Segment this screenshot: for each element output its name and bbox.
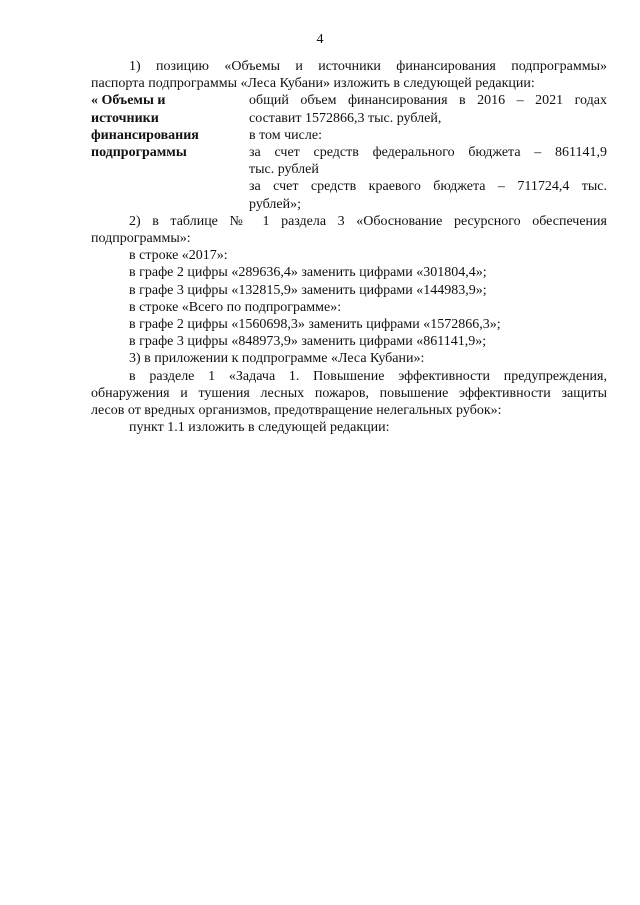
passport-value-line: рублей»; <box>249 196 301 212</box>
section-2-item: в строке «2017»: <box>129 248 228 264</box>
passport-label-line: источники <box>91 110 159 126</box>
section-2-line-2: подпрограммы»: <box>91 231 191 247</box>
intro-paragraph <box>91 58 607 92</box>
intro-line-1: 1) позицию «Объемы и источники финансирования подпрограммы» <box>129 59 607 74</box>
section-3-para-line: в разделе 1 «Задача 1. Повышение эффективности предупреждения, <box>129 368 607 384</box>
section-2-line-1: 2) в таблице № 1 раздела 3 «Обоснование ресурсного обеспечения <box>129 213 607 229</box>
passport-label-line: « Объемы и <box>91 93 166 109</box>
passport-value-line: в том числе: <box>249 127 322 143</box>
section-3-line-1: 3) в приложении к подпрограмме «Леса Кубани»: <box>129 351 425 367</box>
passport-value-line: составит 1572866,3 тыс. рублей, <box>249 110 442 126</box>
passport-label-line: подпрограммы <box>91 145 187 161</box>
section-3-para-line: обнаружения и тушения лесных пожаров, повышение эффективности защиты <box>91 385 607 401</box>
section-2-item: в графе 2 цифры «1560698,3» заменить цифрами «1572866,3»; <box>129 317 501 333</box>
passport-block <box>91 92 607 212</box>
page-number: 4 <box>316 32 324 47</box>
passport-value-line: за счет средств федерального бюджета – 861141,9 <box>249 145 607 161</box>
section-3 <box>91 350 607 436</box>
section-2-item: в графе 2 цифры «289636,4» заменить цифрами «301804,4»; <box>129 265 487 281</box>
passport-value-line: общий объем финансирования в 2016 – 2021 годах <box>249 93 607 109</box>
section-3-para-line: лесов от вредных организмов, предотвращение нелегальных рубок»: <box>91 403 502 419</box>
passport-value <box>249 92 607 212</box>
intro-line-2: паспорта подпрограммы «Леса Кубани» изложить в следующей редакции: <box>91 76 535 92</box>
passport-label <box>91 92 249 212</box>
passport-value-line: тыс. рублей <box>249 162 319 178</box>
passport-value-line: за счет средств краевого бюджета – 711724,4 тыс. <box>249 179 607 195</box>
section-2-item: в графе 3 цифры «132815,9» заменить цифрами «144983,9»; <box>129 282 487 298</box>
section-3-last-line: пункт 1.1 изложить в следующей редакции: <box>129 420 390 436</box>
passport-label-line: финансирования <box>91 127 199 143</box>
document-body <box>91 58 607 436</box>
section-2 <box>91 213 607 351</box>
section-2-item: в графе 3 цифры «848973,9» заменить цифрами «861141,9»; <box>129 334 487 350</box>
section-2-item: в строке «Всего по подпрограмме»: <box>129 299 342 315</box>
